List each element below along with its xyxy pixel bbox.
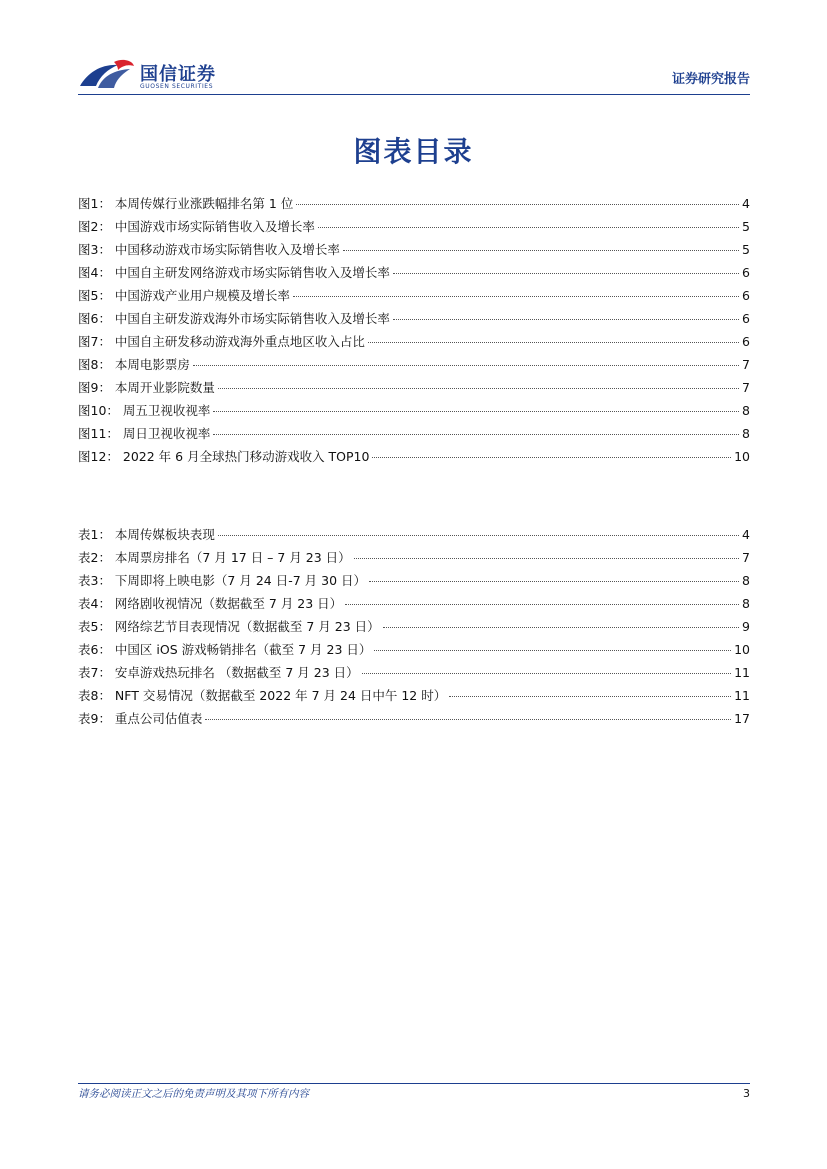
- dot-leader: [218, 535, 739, 536]
- toc-entry-page: 8: [742, 403, 750, 418]
- toc-entry-label: 图10： 周五卫视收视率: [78, 403, 211, 418]
- header-divider: [78, 94, 750, 95]
- table-toc-entry[interactable]: [78, 663, 750, 686]
- toc-entry-label: 表1： 本周传媒板块表现: [78, 527, 215, 542]
- toc-entry-page: 10: [734, 642, 750, 657]
- toc-entry-label: 表8： NFT 交易情况（数据截至 2022 年 7 月 24 日中午 12 时）: [78, 688, 447, 703]
- table-toc-entry[interactable]: [78, 548, 750, 571]
- toc-entry-page: 8: [742, 426, 750, 441]
- table-toc-entry[interactable]: [78, 686, 750, 709]
- dot-leader: [354, 558, 739, 559]
- table-toc-entry[interactable]: [78, 640, 750, 663]
- toc-entry-label: 图3： 中国移动游戏市场实际销售收入及增长率: [78, 242, 340, 257]
- toc-entry-label: 图1： 本周传媒行业涨跌幅排名第 1 位: [78, 196, 294, 211]
- dot-leader: [369, 581, 739, 582]
- toc-entry-page: 7: [742, 550, 750, 565]
- table-toc-entry[interactable]: [78, 525, 750, 548]
- figure-toc-entry[interactable]: [78, 401, 750, 424]
- toc-entry-page: 8: [742, 596, 750, 611]
- toc-entry-page: 4: [742, 196, 750, 211]
- page-header: [78, 56, 750, 94]
- figure-toc-entry[interactable]: [78, 194, 750, 217]
- figure-toc-entry[interactable]: [78, 424, 750, 447]
- toc-entry-label: 图11： 周日卫视收视率: [78, 426, 211, 441]
- toc-entry-page: 6: [742, 334, 750, 349]
- toc-entry-page: 9: [742, 619, 750, 634]
- figure-toc-entry[interactable]: [78, 355, 750, 378]
- table-toc-entry[interactable]: [78, 594, 750, 617]
- figures-toc: [78, 194, 750, 470]
- dot-leader: [296, 204, 739, 205]
- figure-toc-entry[interactable]: [78, 263, 750, 286]
- table-toc-entry[interactable]: [78, 571, 750, 594]
- table-toc-entry[interactable]: [78, 617, 750, 640]
- report-type-label: 证券研究报告: [671, 72, 750, 87]
- dot-leader: [193, 365, 739, 366]
- toc-entry-page: 11: [734, 688, 750, 703]
- dot-leader: [368, 342, 739, 343]
- figure-toc-entry[interactable]: [78, 447, 750, 470]
- table-toc-entry[interactable]: [78, 709, 750, 732]
- toc-entry-page: 7: [742, 357, 750, 372]
- toc-entry-page: 5: [742, 219, 750, 234]
- dot-leader: [393, 273, 739, 274]
- toc-entry-label: 表3： 下周即将上映电影（7 月 24 日-7 月 30 日）: [78, 573, 366, 588]
- toc-entry-label: 图12： 2022 年 6 月全球热门移动游戏收入 TOP10: [78, 449, 370, 464]
- page-title: 图表目录: [353, 135, 474, 168]
- toc-entry-page: 8: [742, 573, 750, 588]
- figure-toc-entry[interactable]: [78, 240, 750, 263]
- dot-leader: [293, 296, 739, 297]
- toc-entry-label: 表2： 本周票房排名（7 月 17 日 – 7 月 23 日）: [78, 550, 351, 565]
- dot-leader: [343, 250, 739, 251]
- footer-disclaimer: 请务必阅读正文之后的免责声明及其项下所有内容: [78, 1088, 309, 1100]
- toc-entry-page: 10: [734, 449, 750, 464]
- guosen-logo: [78, 56, 238, 94]
- toc-entry-page: 6: [742, 311, 750, 326]
- toc-entry-label: 图4： 中国自主研发网络游戏市场实际销售收入及增长率: [78, 265, 390, 280]
- dot-leader: [393, 319, 739, 320]
- toc-entry-label: 表9： 重点公司估值表: [78, 711, 203, 726]
- dot-leader: [318, 227, 739, 228]
- toc-entry-label: 图7： 中国自主研发移动游戏海外重点地区收入占比: [78, 334, 365, 349]
- dot-leader: [213, 434, 739, 435]
- toc-entry-label: 表5： 网络综艺节目表现情况（数据截至 7 月 23 日）: [78, 619, 380, 634]
- toc-entry-label: 表4： 网络剧收视情况（数据截至 7 月 23 日）: [78, 596, 343, 611]
- toc-entry-label: 图6： 中国自主研发游戏海外市场实际销售收入及增长率: [78, 311, 390, 326]
- toc-entry-page: 5: [742, 242, 750, 257]
- guosen-logo-icon: [78, 58, 136, 92]
- dot-leader: [372, 457, 731, 458]
- toc-entry-label: 图5： 中国游戏产业用户规模及增长率: [78, 288, 290, 303]
- dot-leader: [362, 673, 731, 674]
- logo-text-en: GUOSEN SECURITIES: [140, 83, 214, 90]
- dot-leader: [345, 604, 739, 605]
- toc-entry-label: 图8： 本周电影票房: [78, 357, 190, 372]
- dot-leader: [449, 696, 731, 697]
- dot-leader: [213, 411, 739, 412]
- figure-toc-entry[interactable]: [78, 332, 750, 355]
- figure-toc-entry[interactable]: [78, 378, 750, 401]
- toc-entry-label: 表6： 中国区 iOS 游戏畅销排名（截至 7 月 23 日）: [78, 642, 372, 657]
- footer-divider: [78, 1083, 750, 1084]
- figure-toc-entry[interactable]: [78, 309, 750, 332]
- toc-entry-page: 4: [742, 527, 750, 542]
- toc-entry-page: 11: [734, 665, 750, 680]
- tables-toc: [78, 525, 750, 732]
- toc-entry-label: 图9： 本周开业影院数量: [78, 380, 215, 395]
- dot-leader: [374, 650, 731, 651]
- dot-leader: [218, 388, 739, 389]
- logo-text-cn: 国信证券: [140, 64, 216, 85]
- dot-leader: [383, 627, 739, 628]
- toc-entry-label: 图2： 中国游戏市场实际销售收入及增长率: [78, 219, 315, 234]
- figure-toc-entry[interactable]: [78, 217, 750, 240]
- toc-entry-label: 表7： 安卓游戏热玩排名 （数据截至 7 月 23 日）: [78, 665, 359, 680]
- toc-entry-page: 7: [742, 380, 750, 395]
- figure-toc-entry[interactable]: [78, 286, 750, 309]
- toc-entry-page: 17: [734, 711, 750, 726]
- page-number: 3: [743, 1087, 750, 1100]
- dot-leader: [205, 719, 731, 720]
- toc-entry-page: 6: [742, 288, 750, 303]
- toc-entry-page: 6: [742, 265, 750, 280]
